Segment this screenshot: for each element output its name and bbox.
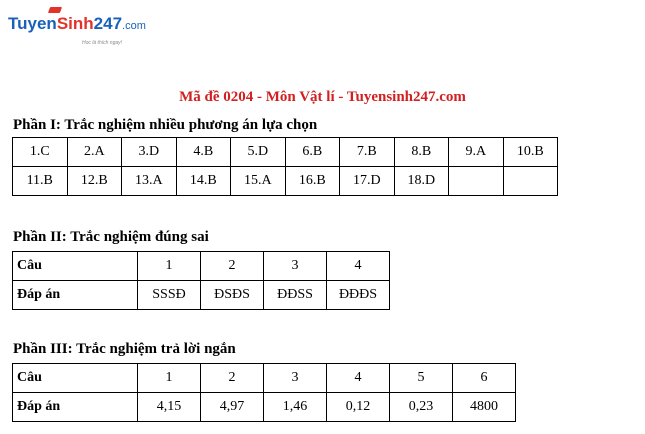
table-cell: 4800: [453, 393, 516, 422]
table-cell: 15.A: [231, 167, 286, 196]
table-row: [13, 281, 390, 310]
table-cell: 2: [201, 252, 264, 281]
part1-answer-table: [12, 137, 558, 196]
part3-answer-table: [12, 363, 516, 422]
table-row: [13, 364, 516, 393]
answer-label: Đáp án: [13, 393, 138, 422]
answer-label: Đáp án: [13, 281, 138, 310]
table-cell: 1.C: [13, 138, 68, 167]
table-cell: 1: [138, 252, 201, 281]
table-cell: 2.A: [67, 138, 122, 167]
table-cell: 3: [264, 364, 327, 393]
table-cell: 6.B: [285, 138, 340, 167]
table-cell: ĐĐĐS: [327, 281, 390, 310]
table-row: [13, 167, 558, 196]
table-cell: 17.D: [340, 167, 395, 196]
part2-answer-table: [12, 251, 390, 310]
table-cell: 2: [201, 364, 264, 393]
table-cell: 9.A: [449, 138, 504, 167]
table-cell: SSSĐ: [138, 281, 201, 310]
part3-heading: Phần III: Trắc nghiệm trả lời ngắn: [13, 341, 236, 357]
part1-heading: Phần I: Trắc nghiệm nhiều phương án lựa chọn: [13, 117, 318, 133]
question-label: Câu: [13, 252, 138, 281]
table-cell: [449, 167, 504, 196]
table-row: [13, 393, 516, 422]
table-cell: 4: [327, 364, 390, 393]
table-cell: 1,46: [264, 393, 327, 422]
page-title: Mã đề 0204 - Môn Vật lí - Tuyensinh247.com: [179, 89, 466, 105]
table-cell: 14.B: [176, 167, 231, 196]
table-cell: 11.B: [13, 167, 68, 196]
table-cell: 4.B: [176, 138, 231, 167]
logo-tagline: Hoc là thích ngay!: [82, 40, 123, 46]
table-row: [13, 138, 558, 167]
table-cell: 1: [138, 364, 201, 393]
table-cell: 10.B: [503, 138, 558, 167]
table-cell: 5: [390, 364, 453, 393]
table-cell: ĐĐSS: [264, 281, 327, 310]
table-cell: 12.B: [67, 167, 122, 196]
tuyensinh247-logo[interactable]: TuyenSinh247.com Hoc là thích ngay!: [8, 14, 146, 38]
table-cell: 4,15: [138, 393, 201, 422]
table-cell: 0,23: [390, 393, 453, 422]
table-cell: [503, 167, 558, 196]
table-cell: 0,12: [327, 393, 390, 422]
table-cell: 4,97: [201, 393, 264, 422]
graduation-cap-icon: [48, 7, 62, 13]
table-cell: 8.B: [394, 138, 449, 167]
table-cell: ĐSĐS: [201, 281, 264, 310]
table-row: [13, 252, 390, 281]
table-cell: 6: [453, 364, 516, 393]
table-cell: 5.D: [231, 138, 286, 167]
table-cell: 3: [264, 252, 327, 281]
table-cell: 18.D: [394, 167, 449, 196]
table-cell: 3.D: [122, 138, 177, 167]
part2-heading: Phần II: Trắc nghiệm đúng sai: [13, 229, 209, 245]
table-cell: 13.A: [122, 167, 177, 196]
table-cell: 16.B: [285, 167, 340, 196]
table-cell: 7.B: [340, 138, 395, 167]
question-label: Câu: [13, 364, 138, 393]
table-cell: 4: [327, 252, 390, 281]
